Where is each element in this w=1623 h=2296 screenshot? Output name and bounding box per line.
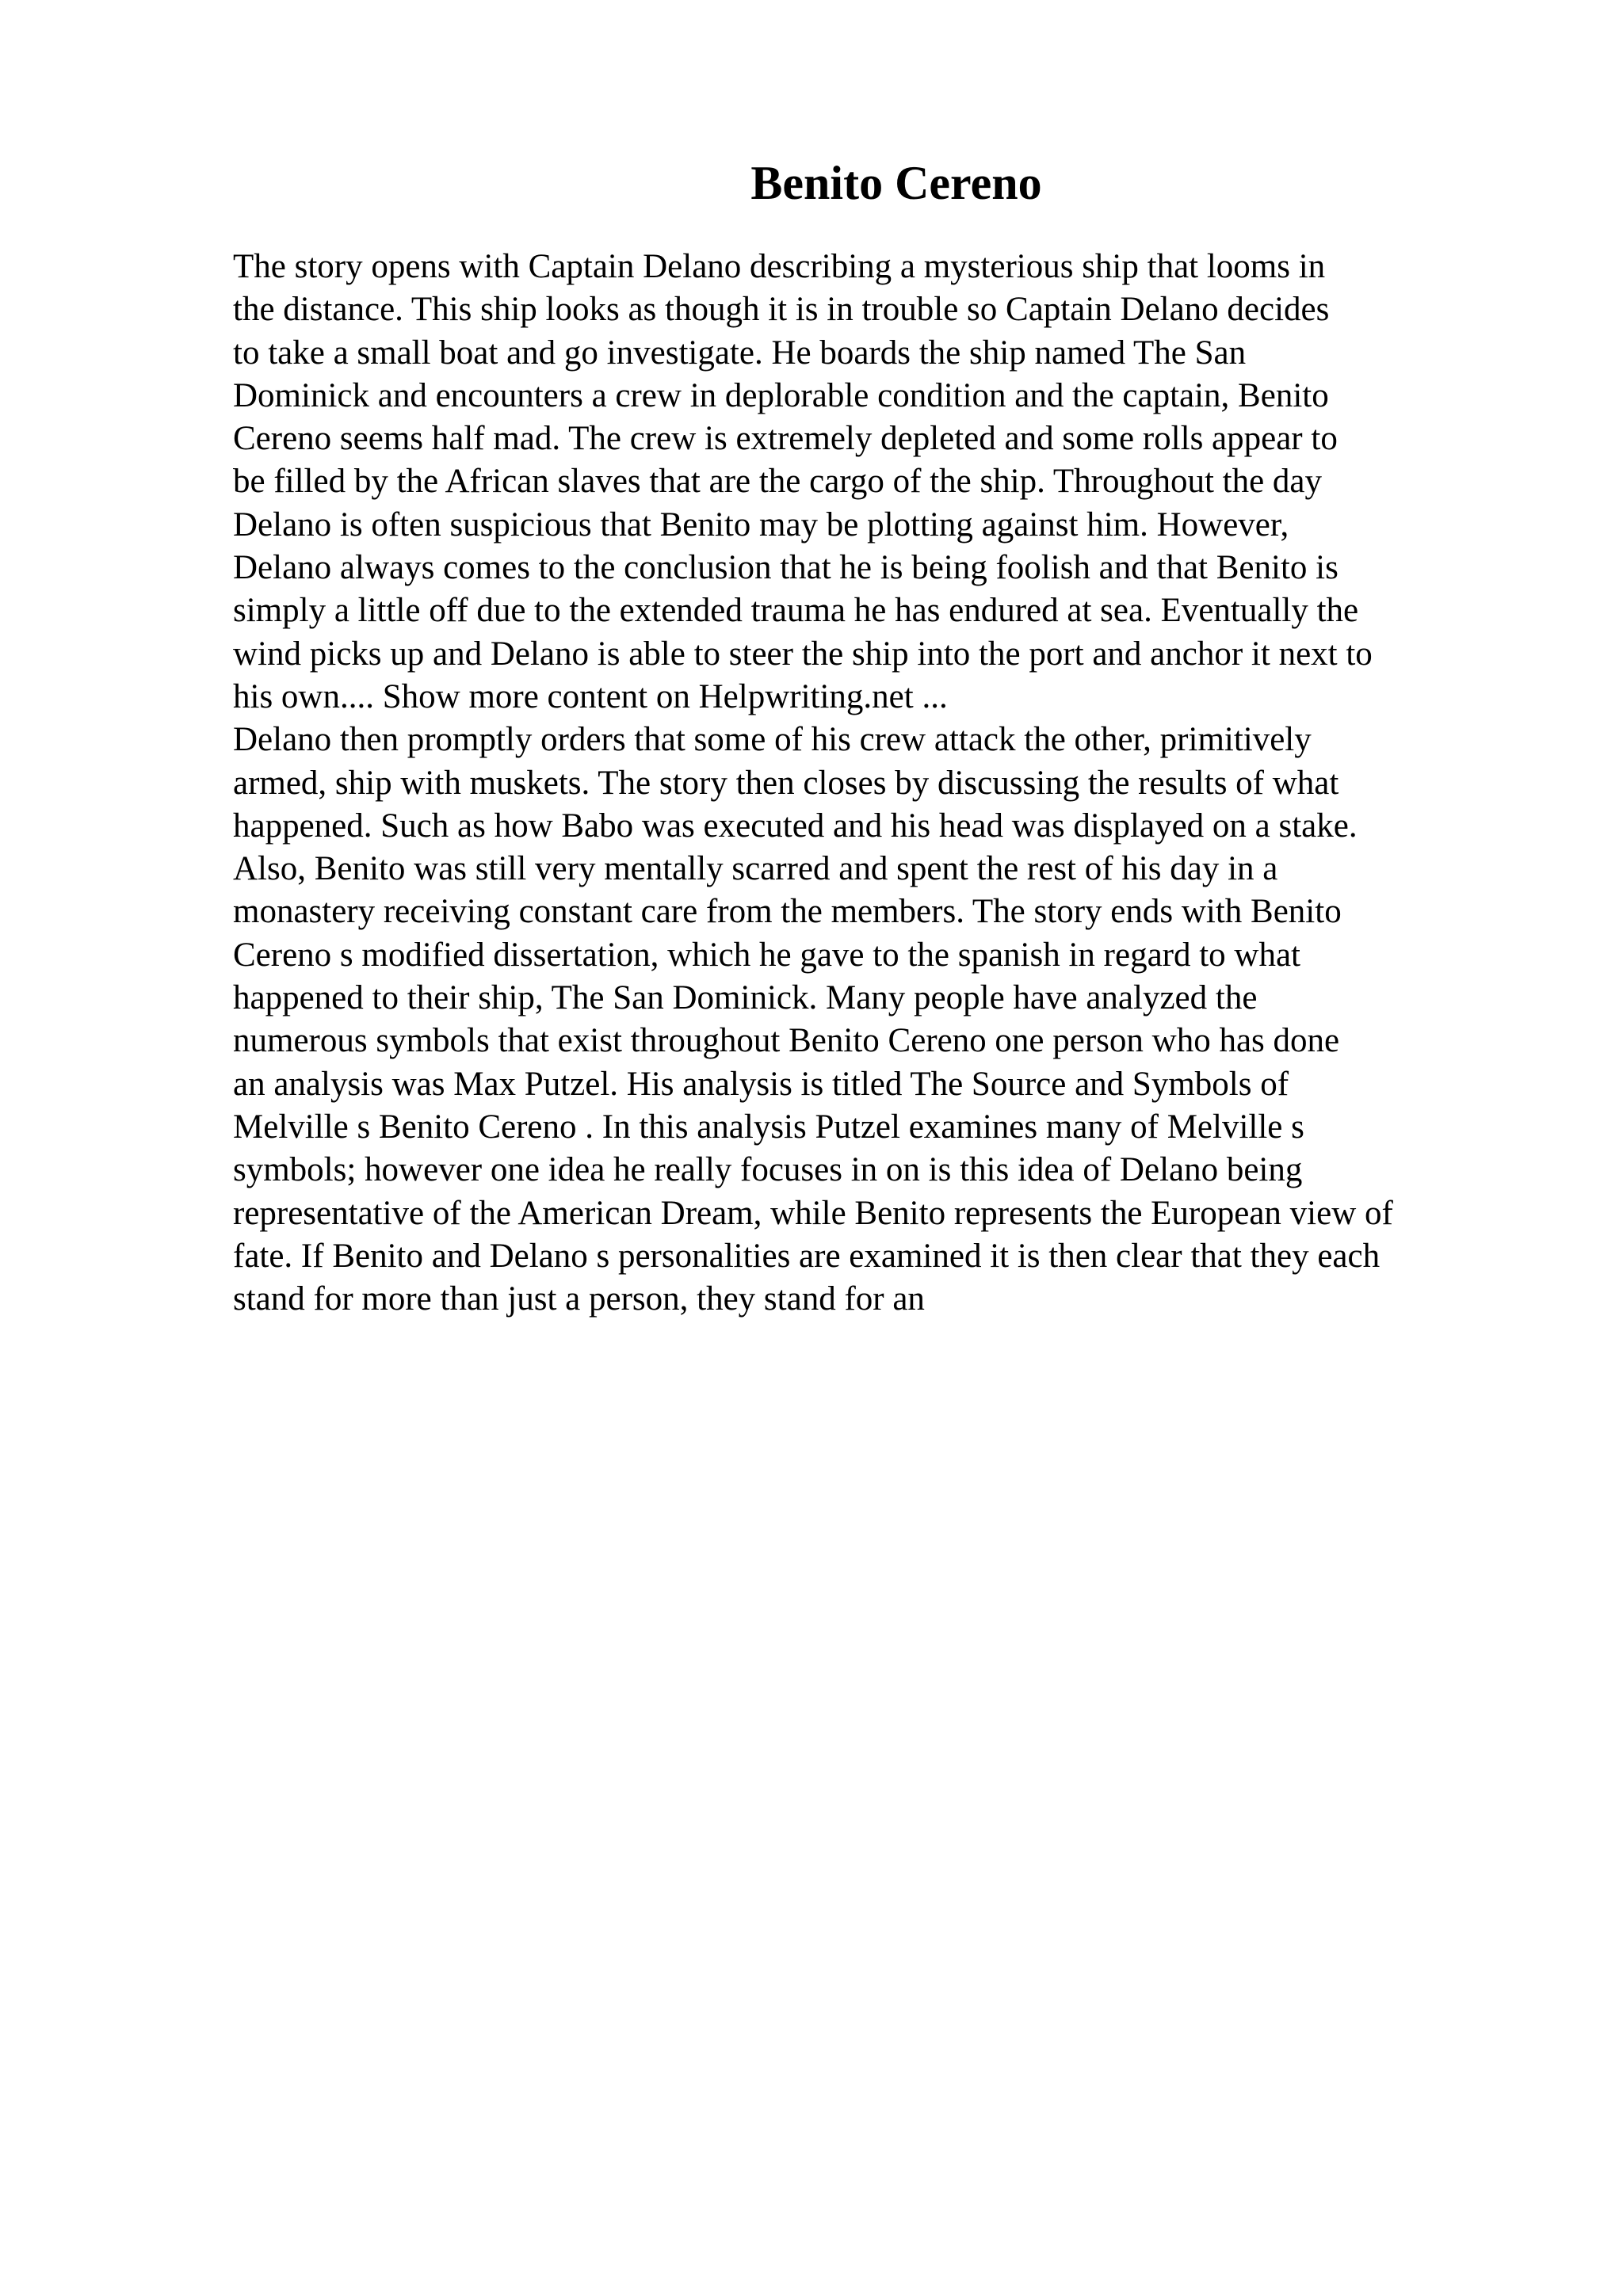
body-line: monastery receiving constant care from the members. The story ends with Benito xyxy=(233,893,1342,931)
body-line: Dominick and encounters a crew in deplorable condition and the captain, Benito xyxy=(233,376,1329,414)
body-line: representative of the American Dream, while Benito represents the European view of xyxy=(233,1194,1393,1232)
body-line: symbols; however one idea he really focuses in on is this idea of Delano being xyxy=(233,1151,1303,1189)
body-line: armed, ship with muskets. The story then closes by discussing the results of what xyxy=(233,764,1339,802)
body-line: fate. If Benito and Delano s personalities are examined it is then clear that they each xyxy=(233,1237,1381,1275)
body-line: Delano always comes to the conclusion that he is being foolish and that Benito is xyxy=(233,549,1338,587)
body-line: to take a small boat and go investigate. He boards the ship named The San xyxy=(233,334,1247,372)
document-title: Benito Cereno xyxy=(750,157,1042,209)
body-line: The story opens with Captain Delano describing a mysterious ship that looms in xyxy=(233,248,1326,285)
body-line: simply a little off due to the extended trauma he has endured at sea. Eventually the xyxy=(233,592,1359,630)
body-line: his own.... Show more content on Helpwriting.net ... xyxy=(233,677,948,715)
body-line: Delano then promptly orders that some of his crew attack the other, primitively xyxy=(233,721,1312,759)
body-line: Delano is often suspicious that Benito may be plotting against him. However, xyxy=(233,505,1289,543)
body-line: stand for more than just a person, they stand for an xyxy=(233,1280,925,1318)
body-line: be filled by the African slaves that are the cargo of the ship. Throughout the day xyxy=(233,463,1323,501)
body-line: wind picks up and Delano is able to steer the ship into the port and anchor it next to xyxy=(233,635,1373,673)
body-line: Cereno seems half mad. The crew is extremely depleted and some rolls appear to xyxy=(233,420,1338,458)
document-body xyxy=(233,246,1517,1321)
body-line: Cereno s modified dissertation, which he gave to the spanish in regard to what xyxy=(233,936,1301,974)
body-line: happened to their ship, The San Dominick. Many people have analyzed the xyxy=(233,979,1258,1017)
body-line: happened. Such as how Babo was executed and his head was displayed on a stake. xyxy=(233,807,1358,845)
body-line: Also, Benito was still very mentally scarred and spent the rest of his day in a xyxy=(233,850,1278,888)
body-line: an analysis was Max Putzel. His analysis is titled The Source and Symbols of xyxy=(233,1065,1289,1103)
body-line: the distance. This ship looks as though it is in trouble so Captain Delano decides xyxy=(233,291,1330,329)
body-line: Melville s Benito Cereno . In this analysis Putzel examines many of Melville s xyxy=(233,1108,1304,1146)
body-line: numerous symbols that exist throughout Benito Cereno one person who has done xyxy=(233,1022,1340,1060)
